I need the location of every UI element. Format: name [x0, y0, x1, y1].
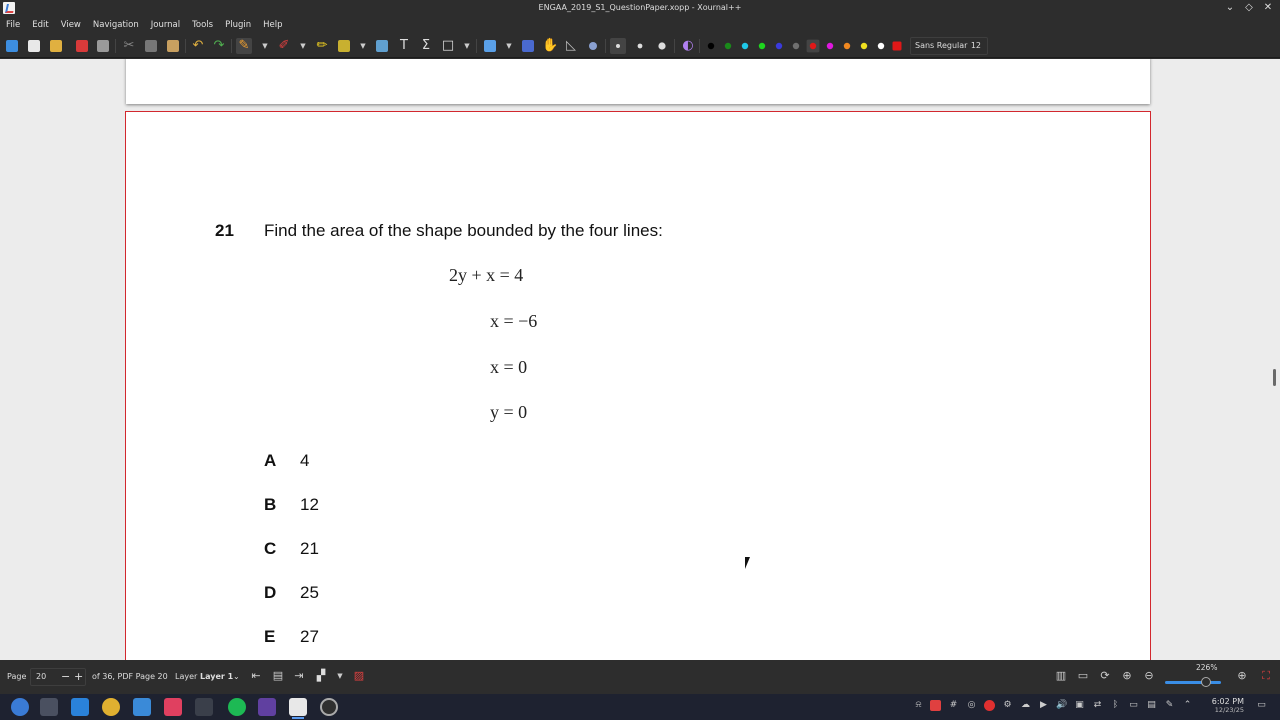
- color-lime-swatch[interactable]: [756, 40, 769, 53]
- app-store-icon[interactable]: [71, 698, 89, 716]
- terminal-icon[interactable]: [195, 698, 213, 716]
- status-bar: [0, 660, 1280, 694]
- open-folder-icon[interactable]: [48, 38, 64, 54]
- pen-size-fine-icon[interactable]: [610, 38, 626, 54]
- page-label: Page: [7, 672, 27, 681]
- window-title: ENGAA_2019_S1_QuestionPaper.xopp - Xournal++: [538, 3, 742, 12]
- zoom-slider[interactable]: [1165, 681, 1221, 684]
- menu-tools[interactable]: Tools: [192, 20, 214, 30]
- tray-grid-icon[interactable]: #: [949, 700, 958, 710]
- question-number: 21: [215, 221, 234, 240]
- title-bar: [0, 0, 1280, 17]
- zoom-slider-handle[interactable]: [1201, 677, 1211, 687]
- font-selector[interactable]: [910, 37, 988, 55]
- network-icon[interactable]: ▤: [1147, 700, 1156, 710]
- equation-1: 2y + x = 4: [449, 265, 524, 285]
- layer-list-icon[interactable]: ▤: [272, 669, 284, 682]
- answer-option-b: B 12: [264, 495, 319, 514]
- font-name: Sans Regular: [915, 41, 968, 50]
- tray-expand-icon[interactable]: ⌃: [1183, 700, 1192, 710]
- redo-icon[interactable]: ↷: [213, 38, 225, 53]
- page-increment-icon[interactable]: +: [74, 670, 84, 683]
- tray-media-icon[interactable]: ▶: [1040, 700, 1047, 710]
- shape-tool-icon[interactable]: □: [441, 38, 455, 53]
- color-picker-icon[interactable]: ◐: [682, 38, 694, 53]
- color-white-swatch[interactable]: [875, 40, 888, 53]
- current-page[interactable]: [125, 111, 1151, 660]
- color-orange-swatch[interactable]: [841, 40, 854, 53]
- export-pdf-icon[interactable]: [74, 38, 90, 54]
- question-text: Find the area of the shape bounded by the four lines:: [264, 221, 663, 240]
- layer-label: Layer: [175, 672, 198, 681]
- document-canvas[interactable]: [0, 59, 1280, 660]
- print-icon[interactable]: [95, 38, 111, 54]
- tray-settings-icon[interactable]: ⚙: [1003, 700, 1012, 710]
- tray-vpn-icon[interactable]: ◎: [967, 700, 976, 710]
- eraser-dropdown-icon[interactable]: ▼: [300, 42, 306, 50]
- fill-dropdown-icon[interactable]: ▼: [506, 42, 512, 50]
- taskbar: [0, 694, 1280, 720]
- mouse-cursor-icon: [745, 557, 755, 569]
- shape-dropdown-icon[interactable]: ▼: [464, 42, 470, 50]
- highlighter-tool-icon[interactable]: ✏: [316, 38, 328, 53]
- tray-pen-icon[interactable]: ✎: [1165, 700, 1174, 710]
- menu-edit[interactable]: Edit: [32, 20, 49, 30]
- clock-date: 12/23/25: [1214, 706, 1244, 714]
- select-dropdown-icon[interactable]: ▼: [360, 42, 366, 50]
- tray-sync-icon[interactable]: ⇄: [1093, 700, 1102, 710]
- restore-icon[interactable]: ◇: [1245, 2, 1253, 13]
- main-toolbar: [0, 34, 1280, 58]
- copy-icon[interactable]: [143, 38, 159, 54]
- select-region-icon[interactable]: [336, 38, 352, 54]
- answer-option-c: C 21: [264, 539, 319, 558]
- tray-app-icon[interactable]: [930, 700, 941, 711]
- menu-view[interactable]: View: [60, 20, 81, 30]
- tray-printer-icon[interactable]: ▣: [1075, 700, 1084, 710]
- page-count-text: of 36, PDF Page 20: [92, 672, 168, 681]
- tray-bluetooth-icon[interactable]: ᛒ: [1112, 700, 1119, 710]
- menu-journal[interactable]: Journal: [150, 20, 181, 30]
- system-clock[interactable]: [1198, 697, 1244, 714]
- add-layer-dropdown-icon[interactable]: ▼: [337, 672, 343, 680]
- color-cyan-swatch[interactable]: [739, 40, 752, 53]
- color-black-swatch[interactable]: [705, 40, 718, 53]
- color-green-swatch[interactable]: [722, 40, 735, 53]
- volume-icon[interactable]: 🔊: [1056, 700, 1068, 710]
- eraser-tool-icon[interactable]: ✐: [278, 38, 290, 53]
- show-desktop-icon[interactable]: ▭: [1257, 700, 1266, 710]
- color-magenta-swatch[interactable]: [824, 40, 837, 53]
- cut-icon[interactable]: ✂: [123, 38, 135, 53]
- obs-studio-icon[interactable]: [320, 698, 338, 716]
- pen-size-thick-icon[interactable]: [655, 39, 669, 53]
- undo-icon[interactable]: ↶: [192, 38, 204, 53]
- answer-option-d: D 25: [264, 583, 319, 602]
- tex-tool-icon[interactable]: Σ: [421, 38, 431, 53]
- pen-dropdown-icon[interactable]: ▼: [262, 42, 268, 50]
- color-yellow-swatch[interactable]: [858, 40, 871, 53]
- font-size: 12: [970, 41, 981, 50]
- delete-layer-icon[interactable]: ▨: [353, 669, 365, 682]
- dual-page-icon[interactable]: ▥: [1055, 669, 1067, 682]
- fullscreen-icon[interactable]: ⛶: [1262, 669, 1270, 682]
- hand-tool-icon[interactable]: ✋: [542, 38, 559, 53]
- previous-page: [126, 59, 1150, 104]
- rotate-view-icon[interactable]: ⟳: [1100, 669, 1110, 682]
- battery-icon[interactable]: ▭: [1129, 700, 1138, 710]
- notification-bell-icon[interactable]: ⍾: [915, 700, 922, 710]
- setsquare-icon[interactable]: ◺: [566, 38, 576, 53]
- zoom-fit-icon[interactable]: ⊕: [1122, 669, 1132, 682]
- page-decrement-icon[interactable]: −: [61, 670, 71, 683]
- color-blue-swatch[interactable]: [773, 40, 786, 53]
- save-icon[interactable]: [4, 38, 20, 54]
- vertical-space-icon[interactable]: [520, 38, 536, 54]
- zoom-out-icon[interactable]: ⊖: [1144, 669, 1154, 682]
- close-icon[interactable]: ✕: [1263, 2, 1273, 13]
- file-manager-icon[interactable]: [133, 698, 151, 716]
- current-color-swatch[interactable]: [891, 40, 903, 52]
- answer-option-e: E 27: [264, 627, 319, 646]
- spotify-icon[interactable]: [228, 698, 246, 716]
- equation-3: x = 0: [490, 357, 528, 377]
- pdf-app-icon[interactable]: [164, 698, 182, 716]
- tray-record-icon[interactable]: [984, 700, 995, 711]
- color-gray-swatch[interactable]: [790, 40, 803, 53]
- start-menu-icon[interactable]: [11, 698, 29, 716]
- tray-cloud-icon[interactable]: ☁: [1021, 700, 1030, 710]
- zoom-in-icon[interactable]: ⊕: [1237, 669, 1247, 682]
- chrome-browser-icon[interactable]: [102, 698, 120, 716]
- menu-file[interactable]: File: [6, 20, 21, 30]
- xournal-taskbar-icon[interactable]: [289, 698, 307, 716]
- fill-icon[interactable]: [482, 38, 498, 54]
- last-page-icon[interactable]: ⇥: [294, 669, 304, 682]
- obsidian-icon[interactable]: [258, 698, 276, 716]
- menu-navigation[interactable]: Navigation: [92, 20, 139, 30]
- presentation-mode-icon[interactable]: ▭: [1077, 669, 1089, 682]
- image-tool-icon[interactable]: [374, 38, 390, 54]
- zoom-level: 226%: [1196, 663, 1218, 672]
- paste-icon[interactable]: [165, 38, 181, 54]
- equation-4: y = 0: [490, 402, 528, 422]
- add-layer-icon[interactable]: ▞: [316, 669, 326, 682]
- menu-plugin[interactable]: Plugin: [225, 20, 252, 30]
- page-number-spinner[interactable]: [30, 668, 86, 686]
- task-view-icon[interactable]: [40, 698, 58, 716]
- answer-option-a: A 4: [264, 451, 310, 470]
- layer-selector[interactable]: Layer 1: [200, 672, 234, 681]
- first-page-icon[interactable]: ⇤: [251, 669, 261, 682]
- page-number-input[interactable]: 20: [36, 672, 47, 681]
- compass-icon[interactable]: [585, 38, 601, 54]
- clock-time: 6:02 PM: [1211, 697, 1244, 706]
- equation-2: x = −6: [490, 311, 538, 331]
- minimize-icon[interactable]: ⌄: [1225, 2, 1235, 13]
- new-document-icon[interactable]: [26, 38, 42, 54]
- text-tool-icon[interactable]: T: [400, 38, 408, 53]
- menu-bar: [0, 17, 1280, 34]
- pen-tool-icon[interactable]: ✎: [236, 38, 252, 54]
- vertical-scrollbar[interactable]: [1273, 369, 1276, 386]
- pen-size-medium-icon[interactable]: [635, 41, 645, 51]
- color-red-swatch[interactable]: [807, 40, 820, 53]
- menu-help[interactable]: Help: [263, 20, 283, 30]
- layer-dropdown-icon[interactable]: ⌄: [233, 672, 240, 681]
